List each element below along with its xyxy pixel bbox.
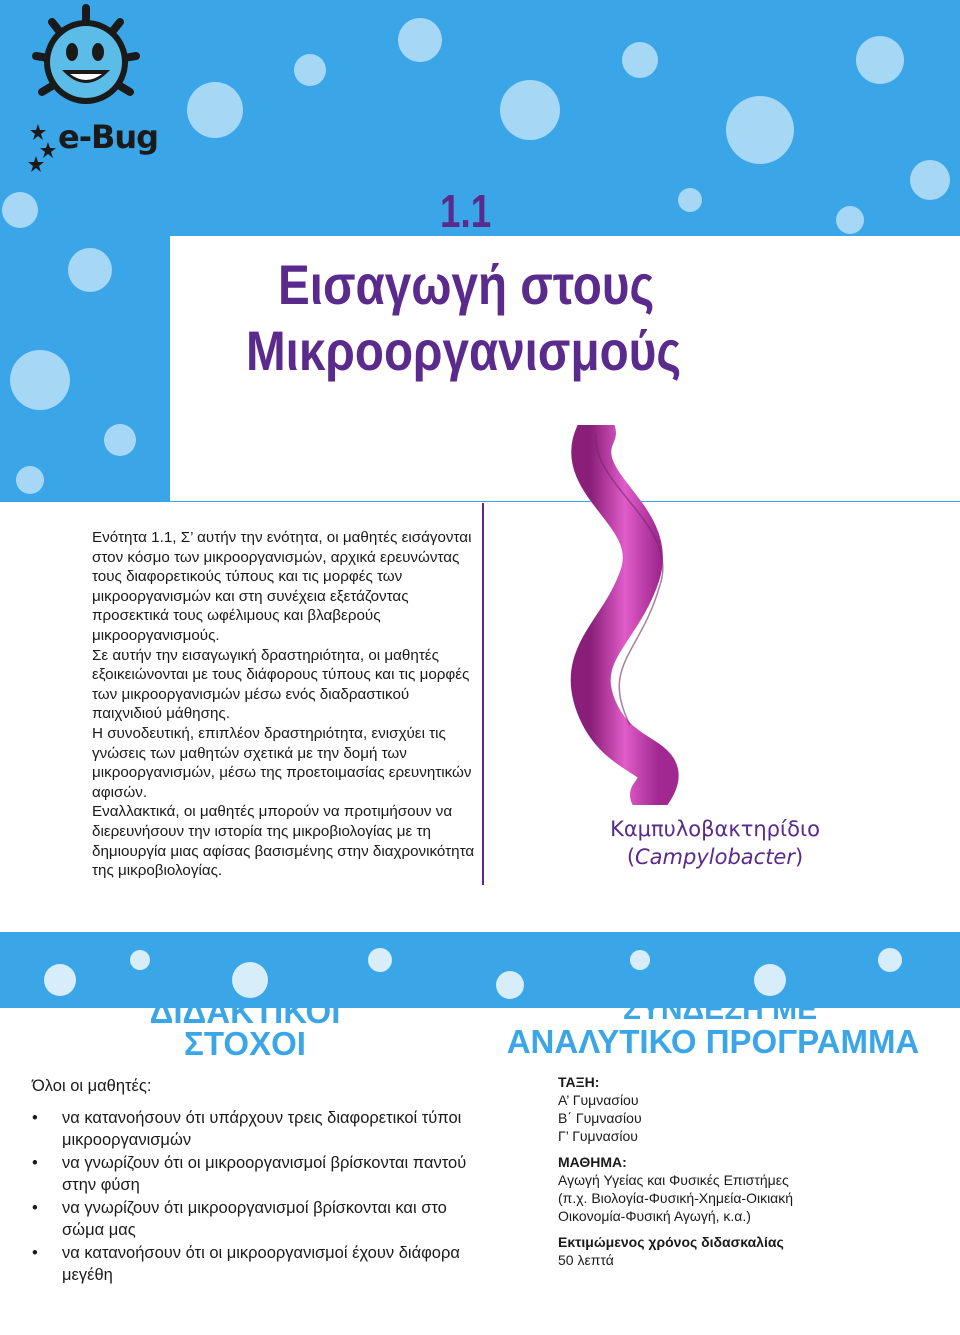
intro-paragraph: Σε αυτήν την εισαγωγική δραστηριότητα, οι μαθητές εξοικειώνονται με τους διάφορους τύπους και τις μορφές των μικροοργανισμών μέσω ενός διαδραστικού παιχνιδιού μάθησης.: [92, 646, 470, 723]
curriculum-section: [558, 1073, 858, 1277]
bullet-icon: •: [32, 1244, 38, 1262]
subject-block: [558, 1153, 858, 1225]
bacterium-illustration: [530, 425, 810, 805]
list-item: [32, 1197, 472, 1241]
bullet-icon: •: [32, 1154, 38, 1172]
list-item: [32, 1107, 472, 1151]
objective-text: να κατανοήσουν ότι οι μικροοργανισμοί έχουν διάφορα μεγέθη: [62, 1244, 460, 1284]
page-title-line-2: Μικροοργανισμούς: [246, 319, 682, 382]
time-value: 50 λεπτά: [558, 1252, 614, 1268]
logo-text: e-Bug: [58, 118, 159, 156]
caption-open-paren: (: [626, 845, 636, 869]
intro-text: [92, 528, 477, 881]
objectives-lead: Όλοι οι μαθητές:: [32, 1077, 152, 1095]
image-caption: [520, 815, 910, 871]
class-item: Γ’ Γυμνασίου: [558, 1128, 638, 1144]
list-item: [32, 1242, 472, 1286]
intro-paragraph: Ενότητα 1.1, Σ’ αυτήν την ενότητα, οι μαθητές εισάγονται στον κόσμο των μικροοργανισμών, αρχικά ερευνώντας τους διαφορετικούς τύπους και τις μορφές των μικροοργανισμών και στη συνέχεια εξετάζοντας προσεκτικά τους ωφέλιμους και βλαβερούς μικροοργανισμούς.: [92, 529, 472, 644]
intro-paragraph: Εναλλακτικά, οι μαθητές μπορούν να προτιμήσουν να διερευνήσουν την ιστορία της μικροβιολογίας με τη δημιουργία μιας αφίσας βασισμένης στην διαχρονικότητα της μικροβιολογίας.: [92, 803, 475, 880]
section-number: 1.1: [440, 185, 492, 237]
objective-text: να γνωρίζουν ότι οι μικροοργανισμοί βρίσκονται παντού στην φύση: [62, 1154, 467, 1194]
caption-close-paren: ): [794, 845, 804, 869]
intro-paragraph: Η συνοδευτική, επιπλέον δραστηριότητα, ενισχύει τις γνώσεις των μαθητών σχετικά με την δομή των μικροοργανισμών, μέσω της προετοιμασίας ερευνητικών αφισών.: [92, 724, 472, 801]
class-item: Α’ Γυμνασίου: [558, 1092, 639, 1108]
caption-latin: Campylobacter: [635, 845, 795, 869]
list-item: [32, 1152, 472, 1196]
stars-icon: [28, 124, 56, 172]
caption-name: Καμπυλοβακτηρίδιο: [610, 817, 820, 841]
objectives-section: [32, 1075, 472, 1287]
objectives-heading-2: ΣΤΟΧΟΙ: [184, 1025, 306, 1062]
page-title-line-1: Εισαγωγή στους: [278, 253, 655, 316]
curriculum-heading-1: ΣΥΝΔΕΣΗ ΜΕ: [622, 993, 818, 1026]
subject-line: (π.χ. Βιολογία-Φυσική-Χημεία-Οικιακή: [558, 1190, 794, 1206]
objectives-heading-1: ΔΙΔΑΚΤΙΚΟΙ: [149, 993, 341, 1030]
vertical-divider: [482, 503, 484, 885]
time-label: Εκτιμώμενος χρόνος διδασκαλίας: [558, 1234, 784, 1250]
time-block: [558, 1233, 858, 1269]
class-label: ΤΑΞΗ:: [558, 1074, 600, 1090]
subject-line: Οικονομία-Φυσική Αγωγή, κ.α.): [558, 1208, 751, 1224]
bullet-icon: •: [32, 1109, 38, 1127]
objective-text: να γνωρίζουν ότι μικροοργανισμοί βρίσκονται και στο σώμα μας: [62, 1199, 447, 1239]
curriculum-heading-2: ΑΝΑΛΥΤΙΚΟ ΠΡΟΓΡΑΜΜΑ: [506, 1023, 920, 1060]
class-block: [558, 1073, 858, 1145]
class-item: Β΄ Γυμνασίου: [558, 1110, 642, 1126]
caption-latin-line: [520, 843, 910, 871]
objectives-list: [32, 1107, 472, 1286]
subject-line: Αγωγή Υγείας και Φυσικές Επιστήμες: [558, 1172, 789, 1188]
bullet-icon: •: [32, 1199, 38, 1217]
objective-text: να κατανοήσουν ότι υπάρχουν τρεις διαφορετικοί τύποι μικροοργανισμών: [62, 1109, 462, 1149]
subject-label: ΜΑΘΗΜΑ:: [558, 1154, 627, 1170]
